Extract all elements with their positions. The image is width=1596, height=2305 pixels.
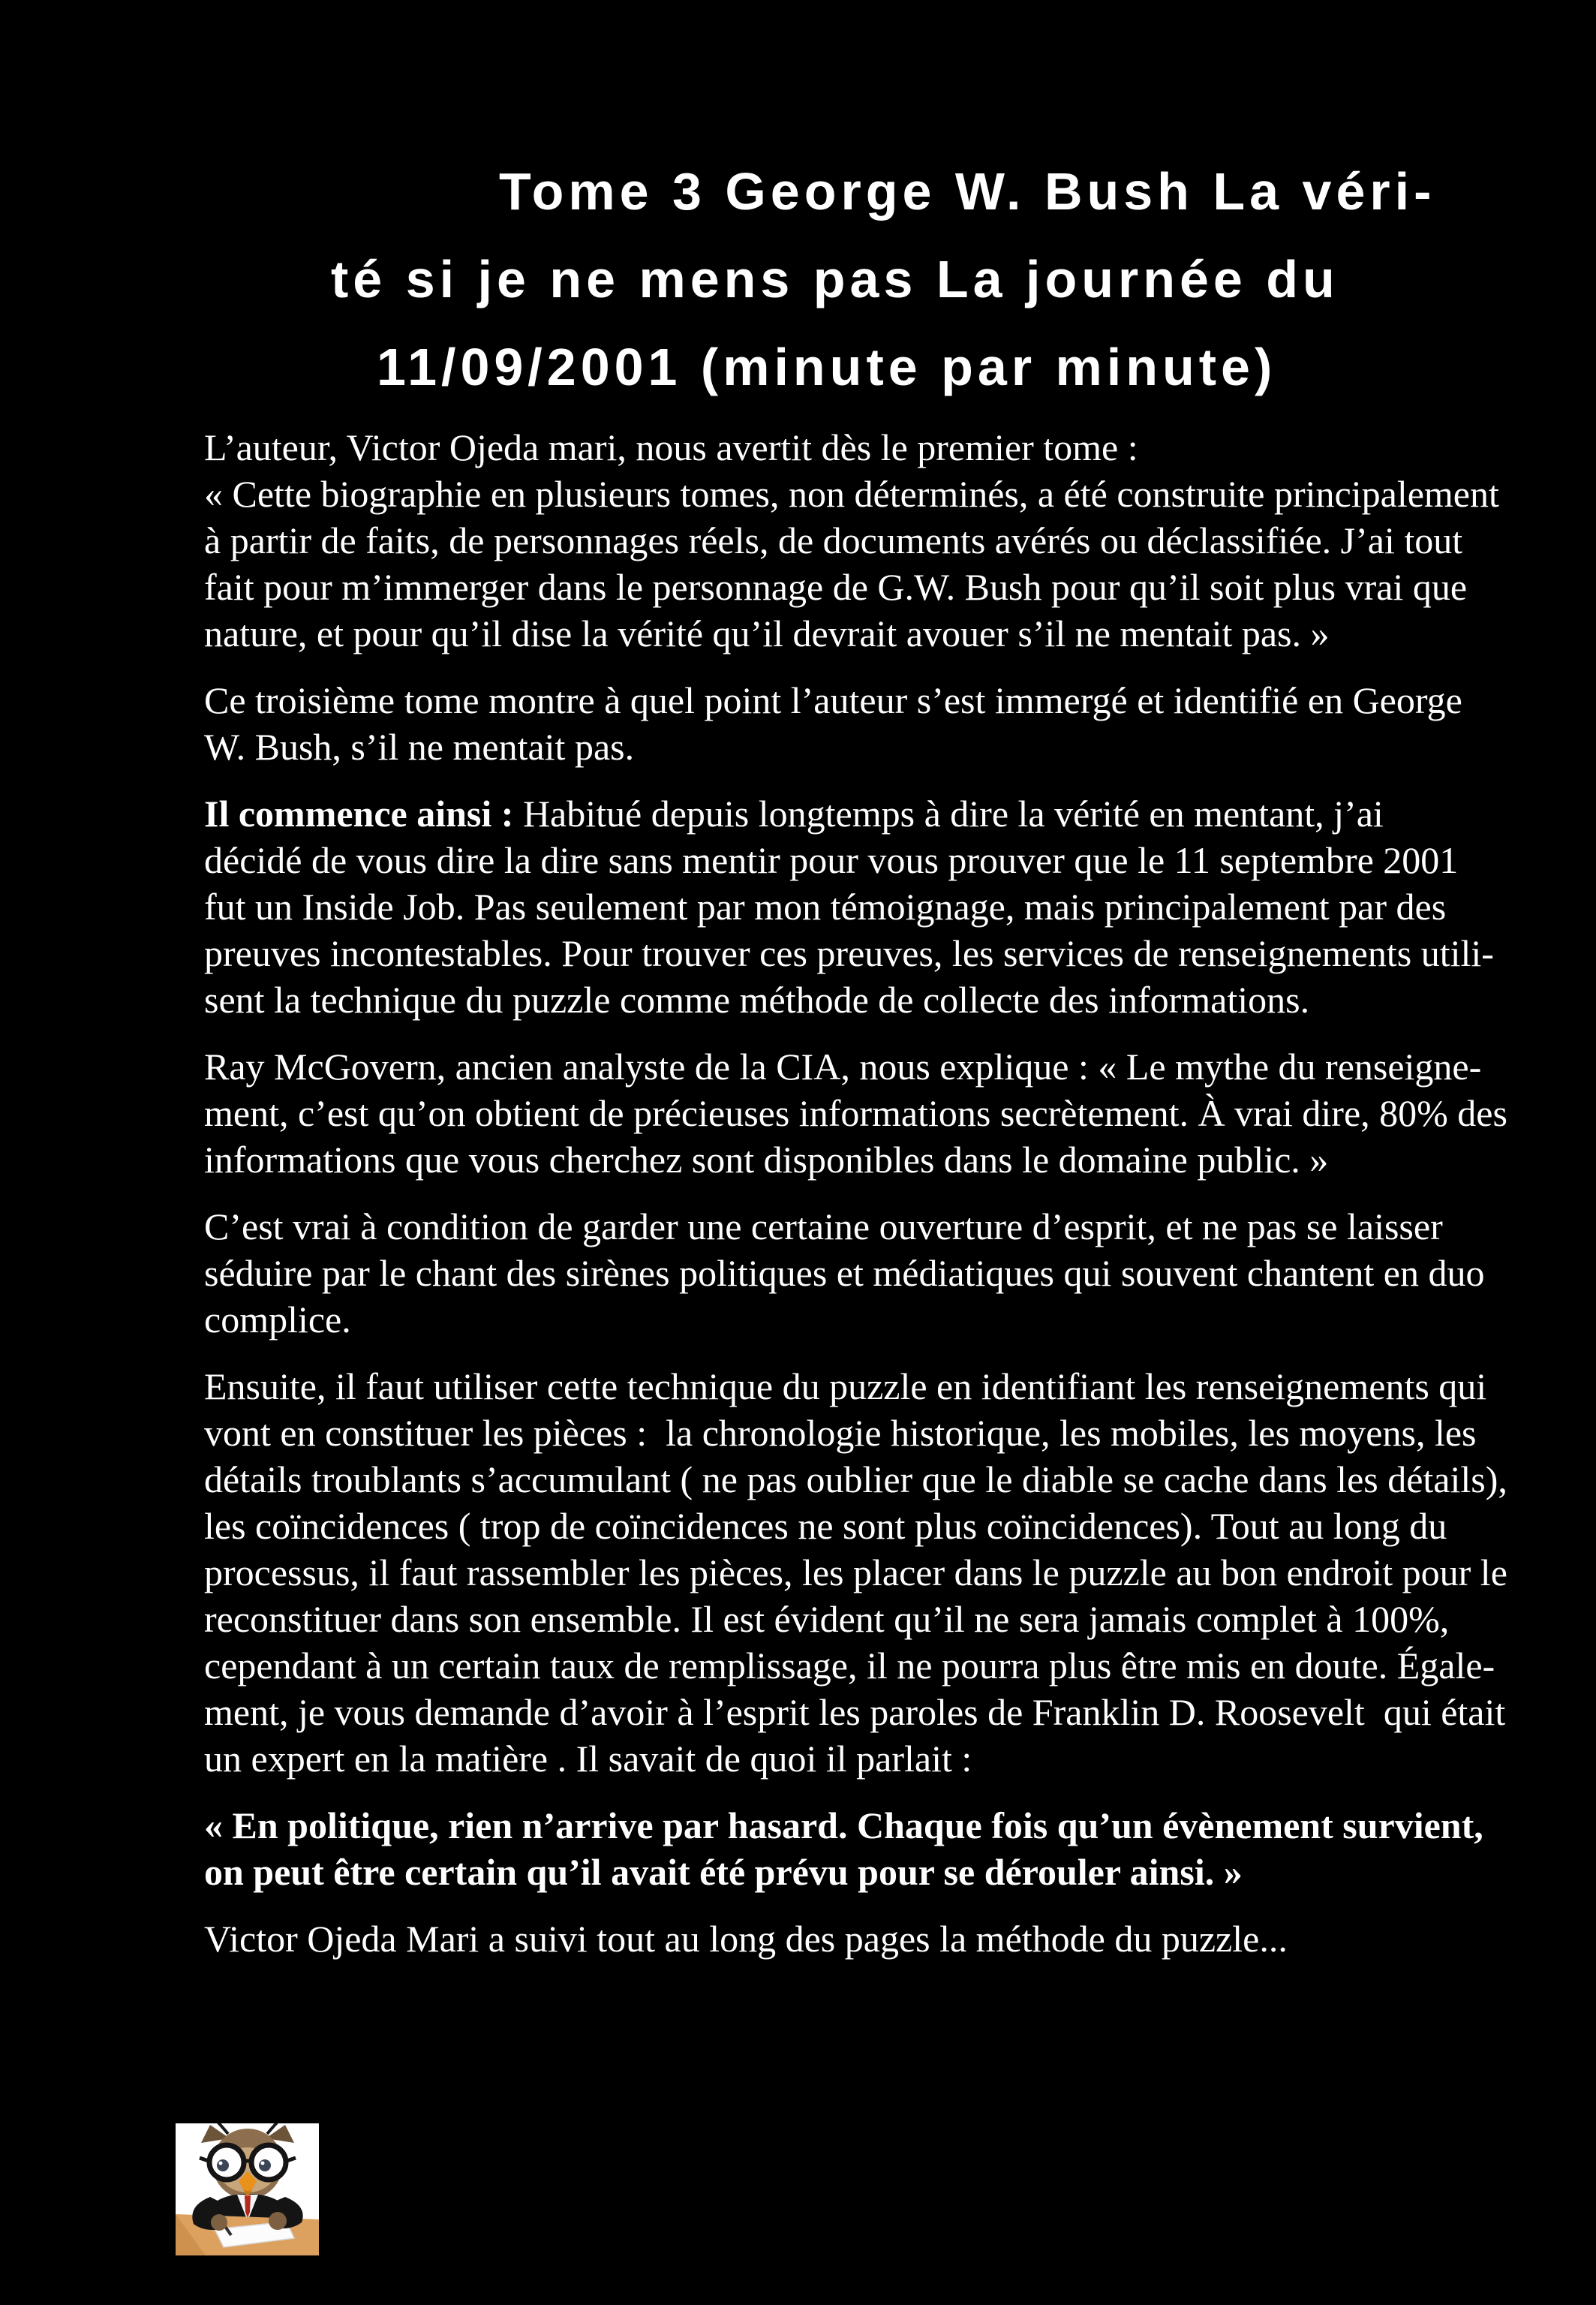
paragraph: [204, 1915, 1463, 1962]
text-line: vont en constituer les pièces : la chronologie historique, les mobiles, les moyens, les: [204, 1412, 1477, 1454]
text-line: L’auteur, Victor Ojeda mari, nous avertit dès le premier tome :: [204, 426, 1138, 468]
paragraph: [204, 1363, 1507, 1782]
text-line: Victor Ojeda Mari a suivi tout au long des pages la méthode du puzzle...: [204, 1918, 1288, 1960]
title-line-3: 11/09/2001 (minute par minute): [377, 338, 1277, 396]
text-line: on peut être certain qu’il avait été prévu pour se dérouler ainsi. »: [204, 1851, 1243, 1893]
text-line: les coïncidences ( trop de coïncidences ne sont plus coïncidences). Tout au long du: [204, 1505, 1447, 1547]
paragraph: [204, 424, 1463, 471]
text-line: sent la technique du puzzle comme méthode de collecte des informations.: [204, 979, 1310, 1021]
text-line: W. Bush, s’il ne mentait pas.: [204, 726, 635, 768]
text-line: informations que vous cherchez sont disponibles dans le domaine public. »: [204, 1139, 1329, 1181]
text-line: un expert en la matière . Il savait de quoi il parlait :: [204, 1738, 972, 1780]
text-line: à partir de faits, de personnages réels, de documents avérés ou déclassifiée. J’ai tout: [204, 519, 1463, 561]
owl-writer-illustration: [176, 2123, 319, 2255]
title-line-1: Tome 3 George W. Bush La véri-: [499, 162, 1436, 221]
text-line: « Cette biographie en plusieurs tomes, non déterminés, a été construite principalement: [204, 473, 1499, 515]
text-line: ment, je vous demande d’avoir à l’esprit les paroles de Franklin D. Roosevelt qui était: [204, 1691, 1506, 1733]
body-text: [204, 424, 1507, 1962]
text-line: fut un Inside Job. Pas seulement par mon témoignage, mais principalement par des: [204, 886, 1447, 928]
page-title: [204, 0, 1463, 411]
document-page: [204, 0, 1507, 2255]
text-line: Il commence ainsi : Habitué depuis longtemps à dire la vérité en mentant, j’ai: [204, 793, 1384, 835]
text-line: Ce troisième tome montre à quel point l’auteur s’est immergé et identifié en George: [204, 679, 1462, 721]
text-line: nature, et pour qu’il dise la vérité qu’il devrait avouer s’il ne mentait pas. »: [204, 612, 1330, 654]
paragraph: [204, 1043, 1507, 1183]
paragraph: [204, 790, 1494, 1023]
bold-lead: Il commence ainsi :: [204, 793, 523, 835]
paragraph: [204, 677, 1463, 770]
text-line: ment, c’est qu’on obtient de précieuses informations secrètement. À vrai dire, 80% des: [204, 1092, 1507, 1134]
text-line: preuves incontestables. Pour trouver ces preuves, les services de renseignements utili-: [204, 932, 1494, 974]
text-line: processus, il faut rassembler les pièces, les placer dans le puzzle au bon endroit pour le: [204, 1551, 1507, 1593]
paragraph: [204, 1203, 1485, 1343]
owl-scribe-drawing: [176, 2123, 319, 2255]
paragraph: [204, 471, 1499, 657]
text-line: décidé de vous dire la dire sans mentir pour vous prouver que le 11 septembre 2001: [204, 839, 1459, 881]
title-line-2: té si je ne mens pas La journée du: [331, 250, 1339, 308]
text-line: C’est vrai à condition de garder une certaine ouverture d’esprit, et ne pas se laisser: [204, 1205, 1443, 1247]
text-line: Ensuite, il faut utiliser cette technique du puzzle en identifiant les renseignements qui: [204, 1365, 1487, 1407]
text-line: séduire par le chant des sirènes politiques et médiatiques qui souvent chantent en duo: [204, 1252, 1485, 1294]
text-line: complice.: [204, 1298, 351, 1341]
text-line: Ray McGovern, ancien analyste de la CIA, nous explique : « Le mythe du renseigne-: [204, 1046, 1482, 1088]
text-line: fait pour m’immerger dans le personnage de G.W. Bush pour qu’il soit plus vrai que: [204, 566, 1468, 608]
text-line: « En politique, rien n’arrive par hasard. Chaque fois qu’un évènement survient,: [204, 1804, 1483, 1846]
text-line: détails troublants s’accumulant ( ne pas oublier que le diable se cache dans les détails),: [204, 1458, 1507, 1500]
text-line: reconstituer dans son ensemble. Il est évident qu’il ne sera jamais complet à 100%,: [204, 1598, 1450, 1640]
text-line: cependant à un certain taux de remplissage, il ne pourra plus être mis en doute. Égale-: [204, 1644, 1495, 1687]
paragraph: [204, 1802, 1483, 1895]
